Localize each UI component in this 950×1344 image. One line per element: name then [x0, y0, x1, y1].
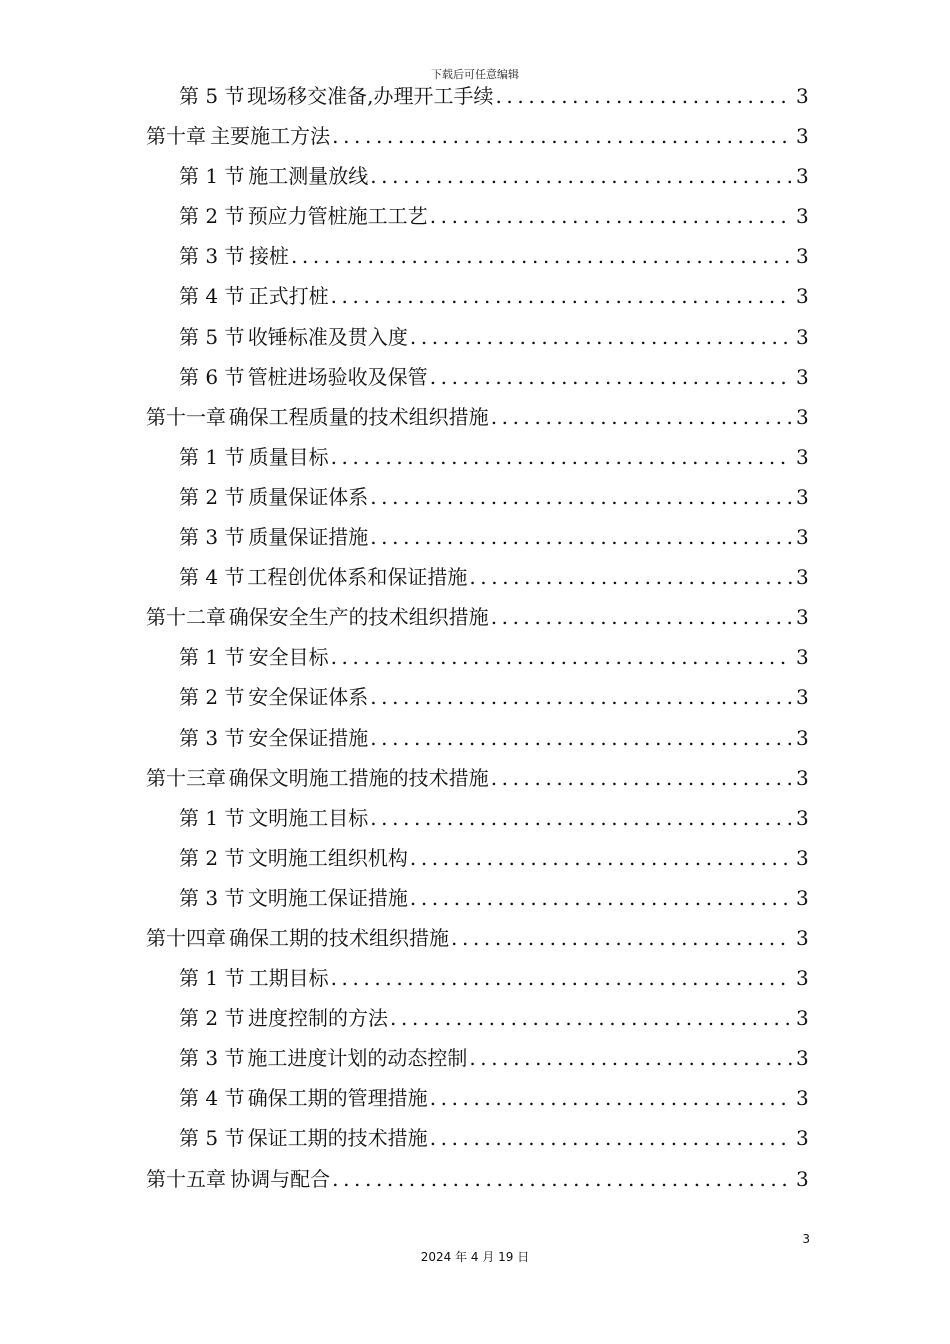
toc-entry-title: 主要施工方法 — [210, 124, 331, 149]
toc-entry-page: 3 — [796, 645, 809, 670]
toc-entry-number: 第 4 节 — [179, 284, 245, 309]
toc-entry-page: 3 — [796, 444, 809, 469]
toc-entry-number: 第 4 节 — [179, 565, 245, 590]
toc-entry-title: 预应力管桩施工工艺 — [247, 204, 428, 229]
toc-entry-title: 协调与配合 — [230, 1166, 331, 1191]
toc-entry-page: 3 — [796, 1086, 809, 1111]
toc-entry-number: 第十三章 — [146, 765, 226, 790]
toc-entry-page: 3 — [796, 805, 809, 830]
toc-entry-page: 3 — [796, 1006, 809, 1031]
toc-entry-number: 第 2 节 — [179, 484, 245, 509]
toc-entry-page: 3 — [796, 845, 809, 870]
toc-entry-number: 第 3 节 — [179, 725, 245, 750]
toc-section-entry[interactable] — [146, 517, 808, 557]
toc-entry-title: 收锤标准及贯入度 — [247, 324, 408, 349]
toc-entry-number: 第 1 节 — [179, 805, 245, 830]
toc-chapter-entry[interactable] — [146, 758, 808, 798]
toc-dot-leader — [332, 1159, 792, 1199]
toc-dot-leader — [331, 437, 792, 477]
toc-entry-page: 3 — [796, 685, 809, 710]
toc-chapter-entry[interactable] — [146, 116, 808, 156]
toc-entry-title: 进度控制的方法 — [248, 1006, 389, 1031]
toc-dot-leader — [291, 236, 792, 276]
toc-section-entry[interactable] — [146, 276, 808, 316]
toc-dot-leader — [495, 76, 792, 116]
toc-entry-number: 第 1 节 — [179, 164, 245, 189]
toc-entry-number: 第 1 节 — [179, 444, 245, 469]
toc-dot-leader — [370, 798, 792, 838]
toc-entry-page: 3 — [796, 164, 809, 189]
toc-entry-title: 质量目标 — [248, 444, 329, 469]
toc-section-entry[interactable] — [146, 557, 808, 597]
toc-entry-number: 第 3 节 — [179, 1046, 245, 1071]
toc-section-entry[interactable] — [146, 637, 808, 677]
toc-section-entry[interactable] — [146, 357, 808, 397]
toc-entry-title: 文明施工目标 — [248, 805, 369, 830]
toc-entry-number: 第 3 节 — [179, 244, 245, 269]
toc-section-entry[interactable] — [146, 156, 808, 196]
toc-entry-page: 3 — [796, 124, 809, 149]
toc-dot-leader — [430, 196, 792, 236]
toc-entry-page: 3 — [796, 244, 809, 269]
toc-section-entry[interactable] — [146, 798, 808, 838]
toc-entry-number: 第十四章 — [146, 925, 226, 950]
toc-entry-title: 确保工期的技术组织措施 — [229, 925, 450, 950]
toc-entry-number: 第 2 节 — [179, 204, 245, 229]
toc-entry-title: 接桩 — [248, 244, 289, 269]
toc-dot-leader — [491, 597, 792, 637]
toc-section-entry[interactable] — [146, 677, 808, 717]
toc-dot-leader — [491, 758, 792, 798]
toc-entry-page: 3 — [796, 1166, 809, 1191]
toc-dot-leader — [491, 397, 792, 437]
toc-section-entry[interactable] — [146, 718, 808, 758]
toc-entry-number: 第 5 节 — [179, 324, 245, 349]
toc-dot-leader — [370, 477, 792, 517]
toc-entry-title: 文明施工组织机构 — [247, 845, 408, 870]
toc-section-entry[interactable] — [146, 317, 808, 357]
toc-entry-title: 安全保证措施 — [248, 725, 369, 750]
toc-entry-title: 确保安全生产的技术组织措施 — [228, 605, 489, 630]
toc-section-entry[interactable] — [146, 998, 808, 1038]
toc-entry-page: 3 — [796, 966, 809, 991]
toc-chapter-entry[interactable] — [146, 1159, 808, 1199]
toc-entry-number: 第 5 节 — [179, 1126, 245, 1151]
toc-dot-leader — [370, 517, 792, 557]
toc-section-entry[interactable] — [146, 1038, 808, 1078]
toc-chapter-entry[interactable] — [146, 597, 808, 637]
toc-section-entry[interactable] — [146, 196, 808, 236]
toc-section-entry[interactable] — [146, 958, 808, 998]
toc-section-entry[interactable] — [146, 878, 808, 918]
toc-entry-title: 质量保证体系 — [248, 484, 369, 509]
toc-section-entry[interactable] — [146, 76, 808, 116]
toc-dot-leader — [430, 357, 792, 397]
toc-entry-page: 3 — [796, 765, 809, 790]
toc-dot-leader — [410, 878, 792, 918]
toc-entry-title: 正式打桩 — [248, 284, 329, 309]
toc-entry-title: 管桩进场验收及保管 — [247, 364, 428, 389]
toc-section-entry[interactable] — [146, 477, 808, 517]
toc-entry-number: 第 6 节 — [179, 364, 245, 389]
toc-entry-title: 确保文明施工措施的技术措施 — [228, 765, 489, 790]
toc-dot-leader — [469, 1038, 792, 1078]
toc-dot-leader — [370, 677, 792, 717]
toc-entry-page: 3 — [796, 605, 809, 630]
table-of-contents — [146, 76, 808, 1199]
toc-section-entry[interactable] — [146, 437, 808, 477]
toc-section-entry[interactable] — [146, 236, 808, 276]
toc-entry-page: 3 — [796, 925, 809, 950]
toc-dot-leader — [370, 156, 792, 196]
toc-entry-number: 第十二章 — [146, 605, 226, 630]
toc-entry-page: 3 — [796, 284, 809, 309]
toc-entry-title: 确保工程质量的技术组织措施 — [228, 404, 489, 429]
toc-dot-leader — [430, 1078, 792, 1118]
toc-dot-leader — [410, 838, 792, 878]
toc-dot-leader — [469, 557, 792, 597]
toc-dot-leader — [451, 918, 792, 958]
toc-chapter-entry[interactable] — [146, 397, 808, 437]
toc-entry-number: 第 4 节 — [179, 1086, 245, 1111]
toc-entry-title: 工程创优体系和保证措施 — [247, 565, 468, 590]
toc-entry-title: 安全保证体系 — [248, 685, 369, 710]
toc-entry-number: 第十五章 — [146, 1166, 226, 1191]
toc-entry-title: 施工测量放线 — [248, 164, 369, 189]
toc-section-entry[interactable] — [146, 1118, 808, 1158]
toc-dot-leader — [370, 718, 792, 758]
toc-dot-leader — [331, 276, 792, 316]
toc-entry-title: 安全目标 — [248, 645, 329, 670]
toc-entry-number: 第 1 节 — [179, 966, 245, 991]
toc-entry-page: 3 — [796, 364, 809, 389]
toc-entry-page: 3 — [796, 404, 809, 429]
toc-entry-page: 3 — [796, 1126, 809, 1151]
toc-entry-number: 第 2 节 — [179, 845, 245, 870]
toc-entry-number: 第 5 节 — [179, 84, 245, 108]
page-number: 3 — [802, 1232, 810, 1246]
toc-entry-number: 第 2 节 — [179, 1006, 245, 1031]
toc-entry-page: 3 — [796, 84, 809, 108]
toc-dot-leader — [410, 317, 792, 357]
toc-dot-leader — [332, 116, 792, 156]
toc-dot-leader — [390, 998, 792, 1038]
toc-entry-title: 现场移交准备,办理开工手续 — [247, 84, 494, 108]
toc-entry-page: 3 — [796, 525, 809, 550]
toc-entry-number: 第 1 节 — [179, 645, 245, 670]
toc-entry-page: 3 — [796, 324, 809, 349]
toc-entry-page: 3 — [796, 725, 809, 750]
header-note: 下载后可任意编辑 — [431, 68, 519, 81]
toc-entry-number: 第 2 节 — [179, 685, 245, 710]
toc-dot-leader — [331, 958, 792, 998]
toc-entry-page: 3 — [796, 1046, 809, 1071]
toc-entry-page: 3 — [796, 204, 809, 229]
toc-entry-page: 3 — [796, 885, 809, 910]
toc-section-entry[interactable] — [146, 838, 808, 878]
toc-entry-title: 工期目标 — [248, 966, 329, 991]
footer-date: 2024 年 4 月 19 日 — [420, 1250, 530, 1264]
toc-entry-number: 第十章 — [146, 124, 206, 149]
toc-entry-title: 确保工期的管理措施 — [247, 1086, 428, 1111]
toc-entry-title: 施工进度计划的动态控制 — [247, 1046, 468, 1071]
toc-dot-leader — [331, 637, 792, 677]
toc-entry-title: 文明施工保证措施 — [247, 885, 408, 910]
toc-entry-number: 第十一章 — [146, 404, 226, 429]
toc-entry-number: 第 3 节 — [179, 885, 245, 910]
toc-chapter-entry[interactable] — [146, 918, 808, 958]
toc-entry-title: 质量保证措施 — [248, 525, 369, 550]
toc-entry-number: 第 3 节 — [179, 525, 245, 550]
toc-section-entry[interactable] — [146, 1078, 808, 1118]
toc-entry-page: 3 — [796, 565, 809, 590]
toc-entry-page: 3 — [796, 484, 809, 509]
toc-entry-title: 保证工期的技术措施 — [247, 1126, 428, 1151]
toc-dot-leader — [430, 1118, 792, 1158]
